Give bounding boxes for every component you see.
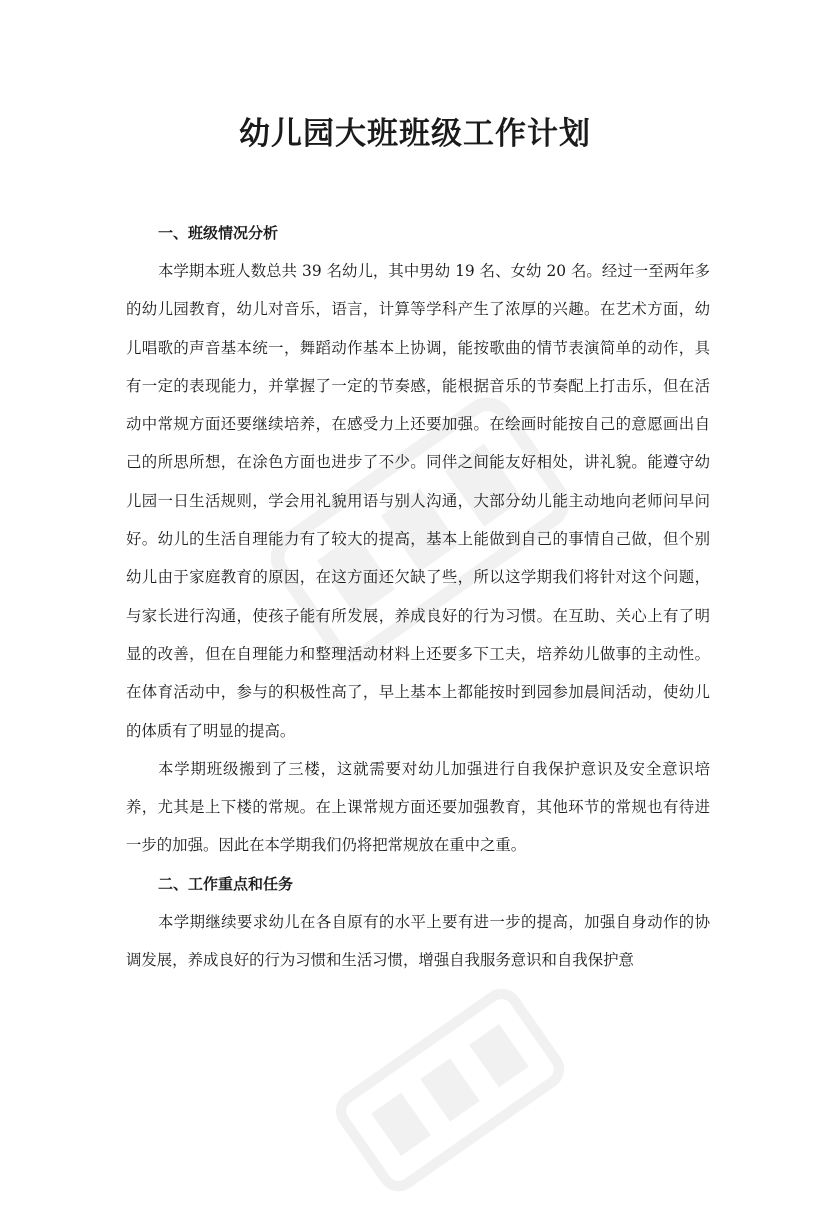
section-heading-key-tasks: 二、工作重点和任务: [158, 874, 294, 893]
document-title: 幼儿园大班班级工作计划: [239, 116, 591, 152]
paragraph-key-tasks-1: 本学期继续要求幼儿在各自原有的水平上要有进一步的提高，加强自身动作的协调发展，养成良好的行为习惯和生活习惯，增强自我服务意识和自我保护意: [126, 912, 710, 970]
watermark-seal-icon-2: [320, 960, 580, 1220]
paragraph-class-analysis-1: 本学期本班人数总共 39 名幼儿，其中男幼 19 名、女幼 20 名。经过一至两年多的幼儿园教育，幼儿对音乐，语言，计算等学科产生了浓厚的兴趣。在艺术方面，幼儿唱歌的声音基本统一，舞蹈动作基本上协调，能按歌曲的情节表演简单的动作，具有一定的表现能力，并掌握了一定的节奏感，能根据音乐的节奏配上打击乐，但在活动中常规方面还要继续培养，在感受力上还要加强。在绘画时能按自己的意愿画出自己的所思所想，在涂色方面也进步了不少。同伴之间能友好相处，讲礼貌。能遵守幼儿园一日生活规则，学会用礼貌用语与别人沟通，大部分幼儿能主动地向老师问早问好。幼儿的生活自理能力有了较大的提高，基本上能做到自己的事情自己做，但个别幼儿由于家庭教育的原因，在这方面还欠缺了些，所以这学期我们将针对这个问题，与家长进行沟通，使孩子能有所发展，养成良好的行为习惯。在互助、关心上有了明显的改善，但在自理能力和整理活动材料上还要多下工夫，培养幼儿做事的主动性。在体育活动中，参与的积极性高了，早上基本上都能按时到园参加晨间活动，使幼儿的体质有了明显的提高。: [126, 262, 710, 740]
section-heading-class-analysis: 一、班级情况分析: [158, 224, 279, 242]
paragraph-class-analysis-2: 本学期班级搬到了三楼，这就需要对幼儿加强进行自我保护意识及安全意识培养，尤其是上下楼的常规。在上课常规方面还要加强教育，其他环节的常规也有待进一步的加强。因此在本学期我们仍将把常规放在重中之重。: [126, 759, 710, 855]
document-body: [126, 214, 710, 979]
